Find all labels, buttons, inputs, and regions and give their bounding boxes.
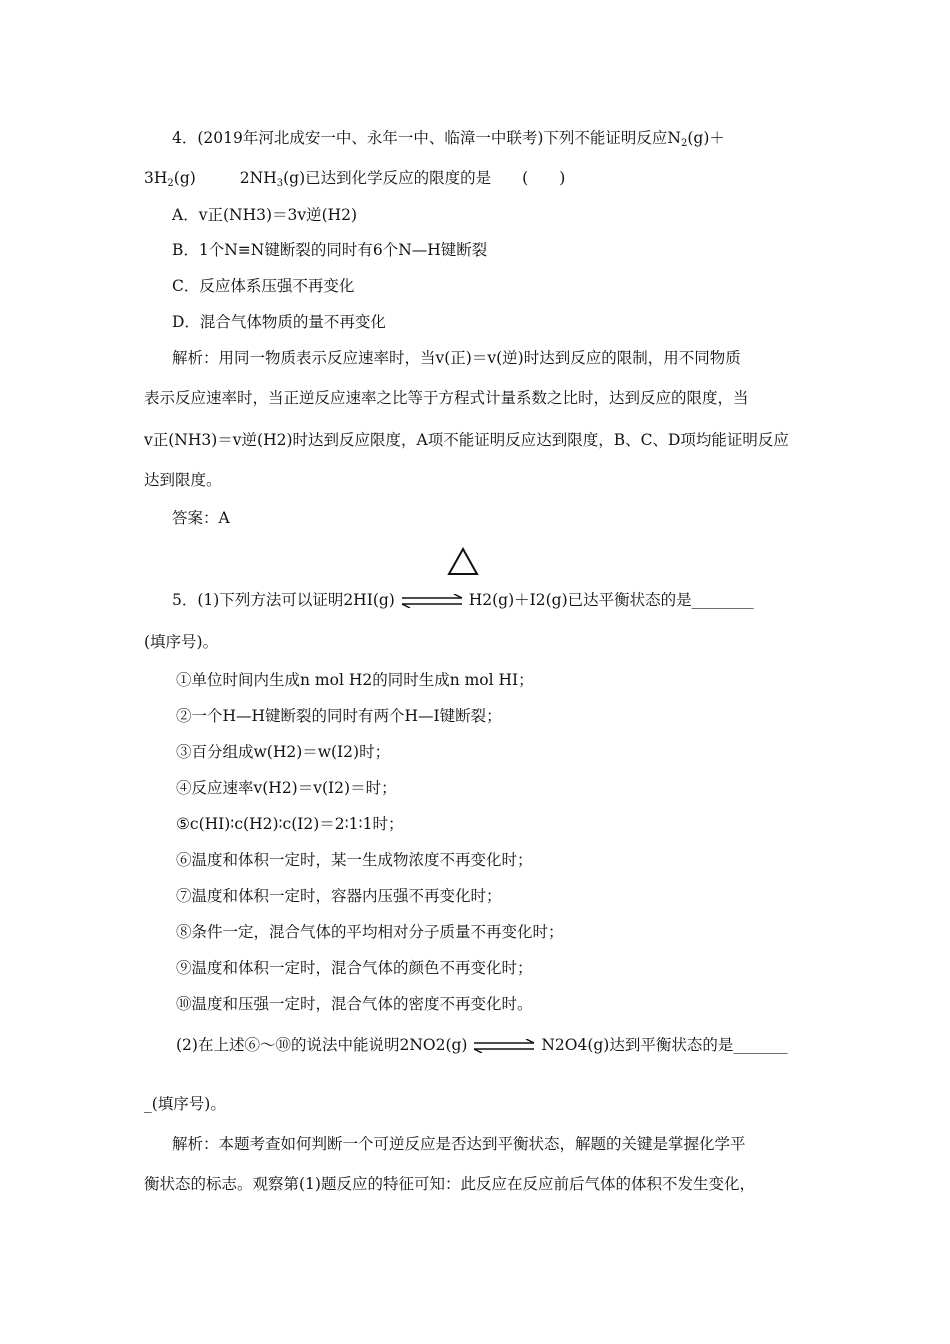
q5-analysis-line2: 衡状态的标志。观察第(1)题反应的特征可知：此反应在反应前后气体的体积不发生变化， (144, 1175, 755, 1193)
q5-item-1: ①单位时间内生成n mol H2的同时生成n mol HI； (176, 671, 534, 689)
q5-item-10: ⑩温度和压强一定时，混合气体的密度不再变化时。 (176, 995, 533, 1013)
q5-item-5: ⑤c(HI)∶c(H2)∶c(I2)＝2∶1∶1时； (176, 815, 404, 833)
q5-item-6: ⑥温度和体积一定时，某一生成物浓度不再变化时； (176, 851, 533, 869)
q5-part2-line1: (2)在上述⑥～⑩的说法中能说明2NO2(g) N2O4(g)达到平衡状态的是_______ (176, 1036, 788, 1054)
q4-option-a: A．v正(NH3)＝3v逆(H2) (172, 206, 358, 224)
q4-stem-line1: 4．(2019年河北成安一中、永年一中、临漳一中联考)下列不能证明反应$N_2(g)+$ (172, 129, 725, 149)
q4-option-c: C．反应体系压强不再变化 (172, 277, 355, 295)
q5-item-8: ⑧条件一定，混合气体的平均相对分子质量不再变化时； (176, 923, 564, 941)
q5-stem-line1: 5．(1)下列方法可以证明2HI(g) H2(g)＋I2(g)已达平衡状态的是________ (172, 591, 754, 609)
q5-item-4: ④反应速率v(H2)＝v(I2)＝时； (176, 779, 397, 797)
reversible-arrow-icon (472, 1039, 536, 1053)
q4-analysis-line4: 达到限度。 (144, 471, 222, 489)
q5-part2-line2: _(填序号)。 (144, 1095, 226, 1113)
q4-analysis-line3: v正(NH3)＝v逆(H2)时达到反应限度，A项不能证明反应达到限度，B、C、D项均能证明反应 (144, 431, 789, 449)
reversible-arrow-icon (400, 594, 464, 608)
q4-stem-line2: $3H_2(g)$ $2NH_3(g)$已达到化学反应的限度的是 ( ) (144, 169, 566, 189)
q4-analysis-line2: 表示反应速率时，当正逆反应速率之比等于方程式计量系数之比时，达到反应的限度，当 (144, 389, 749, 407)
q4-option-d: D．混合气体物质的量不再变化 (172, 313, 386, 331)
q5-stem-line2: (填序号)。 (144, 633, 219, 651)
q4-option-b: B．1个N≡N键断裂的同时有6个N—H键断裂 (172, 241, 488, 259)
q5-item-7: ⑦温度和体积一定时，容器内压强不再变化时； (176, 887, 502, 905)
q5-item-2: ②一个H—H键断裂的同时有两个H—I键断裂； (176, 707, 502, 725)
q5-item-3: ③百分组成w(H2)＝w(I2)时； (176, 743, 391, 761)
q5-item-9: ⑨温度和体积一定时，混合气体的颜色不再变化时； (176, 959, 533, 977)
q4-analysis-line1: 解析：用同一物质表示反应速率时，当v(正)＝v(逆)时达到反应的限制，用不同物质 (172, 349, 741, 367)
q5-analysis-line1: 解析：本题考查如何判断一个可逆反应是否达到平衡状态，解题的关键是掌握化学平 (172, 1135, 746, 1153)
heat-triangle-icon (446, 547, 480, 577)
q4-answer: 答案：A (172, 509, 230, 527)
